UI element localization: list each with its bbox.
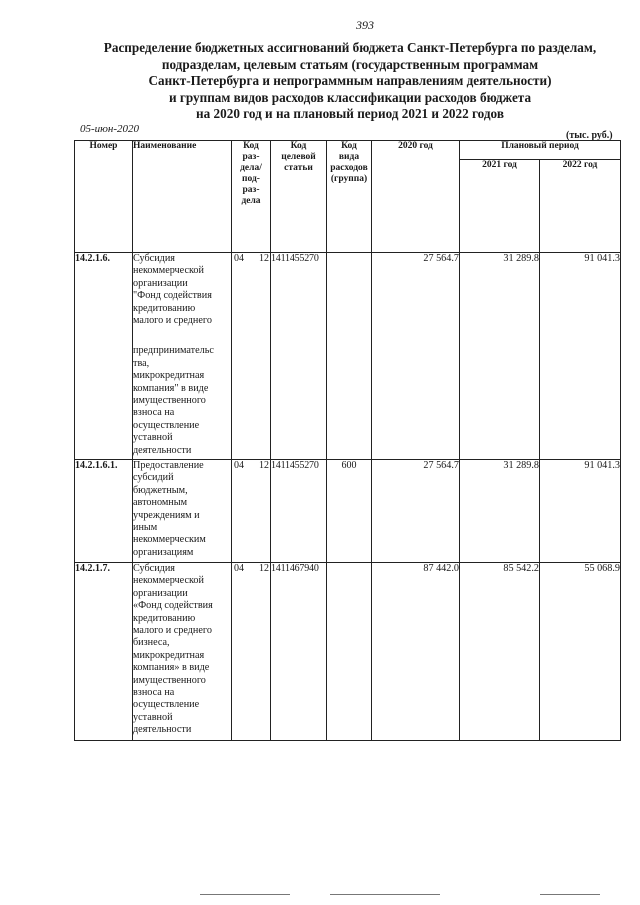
row-amount-2022: 55 068.9 bbox=[540, 563, 621, 741]
title-line: и группам видов расходов классификации расходов бюджета bbox=[168, 89, 532, 105]
table-row bbox=[75, 460, 621, 563]
row-vid bbox=[327, 563, 372, 741]
header-number: Номер bbox=[75, 141, 133, 253]
row-amount-2020: 27 564.7 bbox=[372, 460, 460, 563]
row-vid: 600 bbox=[327, 460, 372, 563]
row-amount-2021: 31 289.8 bbox=[460, 460, 540, 563]
scan-mark bbox=[330, 894, 440, 895]
row-code: 1411455270 bbox=[271, 253, 327, 460]
title-line: на 2020 год и на плановый период 2021 и 2022 годов bbox=[196, 106, 504, 122]
row-amount-2020: 27 564.7 bbox=[372, 253, 460, 460]
header-vid: Код вида расходов (группа) bbox=[327, 141, 372, 253]
header-plan-period: Плановый период bbox=[460, 141, 621, 160]
document-date: 05-июн-2020 bbox=[80, 123, 140, 135]
scan-mark bbox=[200, 894, 290, 895]
row-razdel: 04 12 bbox=[232, 563, 271, 741]
table-row bbox=[75, 563, 621, 741]
header-2020: 2020 год bbox=[372, 141, 460, 253]
table-row bbox=[75, 253, 621, 460]
header-row bbox=[75, 141, 621, 160]
row-razdel: 04 12 bbox=[232, 253, 271, 460]
header-code: Код целевой статьи bbox=[271, 141, 327, 253]
row-name: Предоставление субсидий бюджетным, автономным учреждениям и иным некоммерческим организациям bbox=[133, 460, 232, 563]
row-number: 14.2.1.7. bbox=[75, 563, 133, 741]
row-number: 14.2.1.6. bbox=[75, 253, 133, 460]
row-name: Субсидия некоммерческой организации «Фонд содействия кредитованию малого и среднего бизнеса, микрокредитная компания» в виде имущественного взноса на осуществление уставной деятельности bbox=[133, 563, 232, 741]
document-title bbox=[95, 40, 605, 123]
units-label: (тыс. руб.) bbox=[566, 130, 613, 141]
row-vid bbox=[327, 253, 372, 460]
header-2021: 2021 год bbox=[460, 160, 540, 253]
row-number: 14.2.1.6.1. bbox=[75, 460, 133, 563]
title-line: подразделам, целевым статьям (государственным программам bbox=[161, 56, 539, 72]
scan-mark bbox=[540, 894, 600, 895]
row-amount-2020: 87 442.0 bbox=[372, 563, 460, 741]
row-amount-2022: 91 041.3 bbox=[540, 460, 621, 563]
row-razdel: 04 12 bbox=[232, 460, 271, 563]
title-line: Распределение бюджетных ассигнований бюджета Санкт-Петербурга по разделам, bbox=[103, 40, 597, 55]
row-code: 1411467940 bbox=[271, 563, 327, 741]
header-razdel: Код раз- дела/ под- раз- дела bbox=[232, 141, 271, 253]
row-name: Субсидия некоммерческой организации "Фонд содействия кредитованию малого и среднего предпринимательс тва, микрокредитная компания" в виде имущественного взноса на осуществление уставной деятельности bbox=[133, 253, 232, 460]
row-code: 1411455270 bbox=[271, 460, 327, 563]
row-amount-2021: 85 542.2 bbox=[460, 563, 540, 741]
page-number: 393 bbox=[356, 18, 374, 32]
header-name: Наименование bbox=[133, 141, 232, 253]
header-2022: 2022 год bbox=[540, 160, 621, 253]
row-amount-2021: 31 289.8 bbox=[460, 253, 540, 460]
title-line: Санкт-Петербурга и непрограммным направлениям деятельности) bbox=[148, 73, 552, 89]
budget-table bbox=[74, 140, 621, 741]
row-amount-2022: 91 041.3 bbox=[540, 253, 621, 460]
